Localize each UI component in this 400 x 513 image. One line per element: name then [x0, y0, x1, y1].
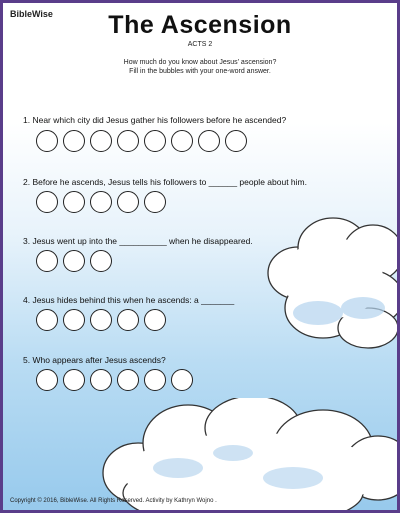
instruction-line: How much do you know about Jesus' ascension? [123, 59, 277, 66]
answer-bubbles-1 [36, 130, 247, 152]
answer-bubble[interactable] [36, 130, 58, 152]
answer-bubble[interactable] [36, 309, 58, 331]
question-2-text: 2. Before he ascends, Jesus tells his followers to ______ people about him. [23, 177, 307, 187]
answer-bubble[interactable] [90, 309, 112, 331]
instruction-line: Fill in the bubbles with your one-word answer. [129, 68, 271, 75]
answer-bubble[interactable] [63, 191, 85, 213]
answer-bubble[interactable] [63, 130, 85, 152]
answer-bubble[interactable] [36, 369, 58, 391]
answer-bubbles-3 [36, 250, 112, 272]
answer-bubble[interactable] [36, 250, 58, 272]
answer-bubble[interactable] [171, 130, 193, 152]
answer-bubble[interactable] [63, 309, 85, 331]
answer-bubble[interactable] [90, 369, 112, 391]
answer-bubble[interactable] [144, 130, 166, 152]
answer-bubble[interactable] [144, 369, 166, 391]
answer-bubble[interactable] [225, 130, 247, 152]
brand-logo: BibleWise [10, 9, 53, 19]
question-1-text: 1. Near which city did Jesus gather his followers before he ascended? [23, 115, 287, 125]
answer-bubble[interactable] [36, 191, 58, 213]
answer-bubble[interactable] [117, 309, 139, 331]
answer-bubble[interactable] [171, 369, 193, 391]
scripture-reference: ACTS 2 [187, 41, 213, 48]
answer-bubble[interactable] [63, 369, 85, 391]
answer-bubble[interactable] [63, 250, 85, 272]
question-3-text: 3. Jesus went up into the __________ when he disappeared. [23, 236, 253, 246]
answer-bubbles-4 [36, 309, 166, 331]
copyright-footer: Copyright © 2016, BibleWise. All Rights Reserved. Activity by Kathryn Wojno . [10, 498, 217, 504]
answer-bubble[interactable] [90, 250, 112, 272]
instructions [3, 58, 397, 76]
answer-bubble[interactable] [90, 191, 112, 213]
page-title: The Ascension [108, 11, 292, 39]
answer-bubble[interactable] [117, 130, 139, 152]
answer-bubble[interactable] [144, 309, 166, 331]
answer-bubble[interactable] [117, 369, 139, 391]
answer-bubbles-5 [36, 369, 193, 391]
answer-bubbles-2 [36, 191, 166, 213]
question-5-text: 5. Who appears after Jesus ascends? [23, 355, 166, 365]
cloud-right-icon [258, 213, 400, 353]
cloud-bottom-icon [93, 398, 400, 513]
answer-bubble[interactable] [90, 130, 112, 152]
answer-bubble[interactable] [117, 191, 139, 213]
answer-bubble[interactable] [198, 130, 220, 152]
question-4-text: 4. Jesus hides behind this when he ascends: a _______ [23, 295, 235, 305]
answer-bubble[interactable] [144, 191, 166, 213]
